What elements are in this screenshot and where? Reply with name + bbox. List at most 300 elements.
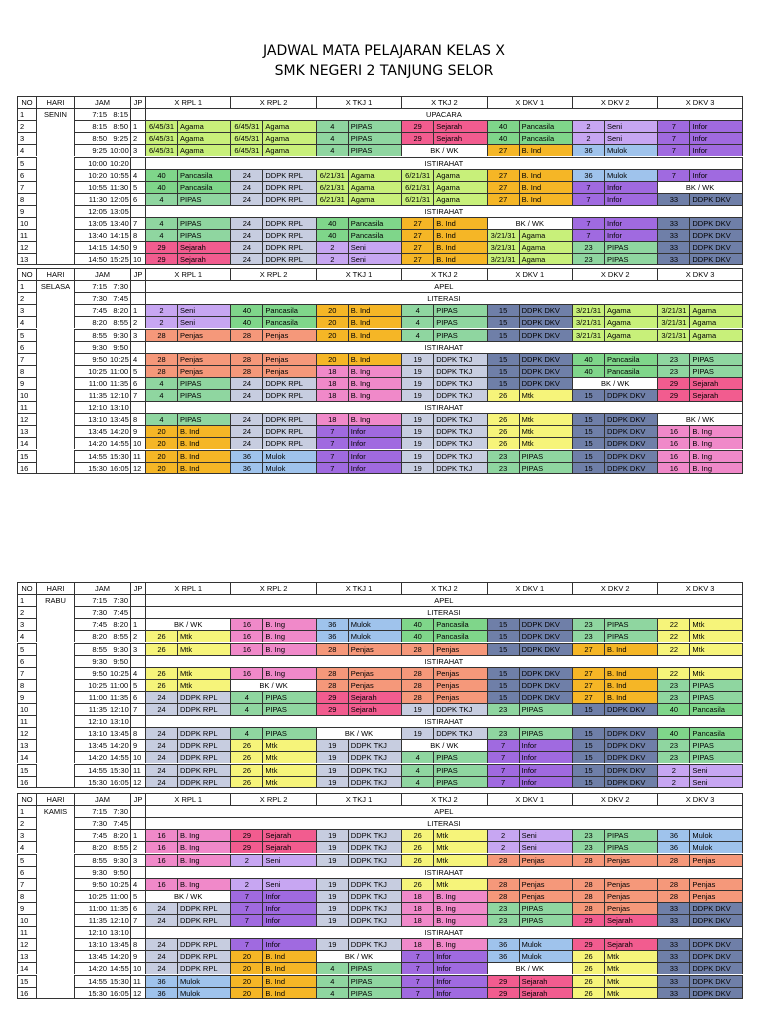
subject-cell: DDPK TKJ: [433, 462, 486, 474]
jp-cell: 4: [130, 667, 145, 679]
table-row: [17, 217, 743, 229]
day-cell: [36, 926, 74, 938]
subject-cell: Penjas: [262, 353, 315, 365]
start-time: 7:30: [74, 292, 109, 304]
subject-cell: PIPAS: [177, 229, 230, 241]
start-time: 9:50: [74, 667, 109, 679]
day-cell: [36, 425, 74, 437]
teacher-code: 4: [230, 691, 262, 703]
subject-cell: Penjas: [433, 679, 486, 691]
teacher-code: 20: [230, 950, 262, 962]
jp-cell: [130, 715, 145, 727]
subject-cell: DDPK RPL: [177, 938, 230, 950]
teacher-code: 23: [487, 703, 519, 715]
teacher-code: 28: [145, 329, 177, 341]
row-number: 11: [17, 401, 36, 413]
teacher-code: 19: [316, 764, 348, 776]
teacher-code: 16: [230, 618, 262, 630]
teacher-code: 40: [487, 132, 519, 144]
subject-cell: DDPK RPL: [177, 727, 230, 739]
subject-cell: Pancasila: [262, 304, 315, 316]
row-number: 1: [17, 805, 36, 817]
header-cell: X DKV 2: [572, 793, 657, 805]
header-cell: X DKV 2: [572, 268, 657, 280]
teacher-code: 36: [487, 950, 519, 962]
table-row: [17, 703, 743, 715]
teacher-code: 28: [572, 878, 604, 890]
teacher-code: 4: [316, 962, 348, 974]
row-number: 13: [17, 425, 36, 437]
subject-cell: DDPK DKV: [604, 776, 657, 788]
teacher-code: 20: [230, 987, 262, 999]
table-row: [17, 902, 743, 914]
subject-cell: Mtk: [689, 667, 742, 679]
start-time: 9:30: [74, 655, 109, 667]
subject-cell: Agama: [177, 132, 230, 144]
start-time: 9:25: [74, 144, 109, 156]
subject-cell: DDPK DKV: [689, 217, 742, 229]
jp-cell: 10: [130, 751, 145, 763]
header-cell: X TKJ 2: [401, 793, 486, 805]
subject-cell: Mtk: [519, 425, 572, 437]
subject-cell: Mtk: [604, 987, 657, 999]
jp-cell: [130, 655, 145, 667]
subject-cell: Mulok: [519, 950, 572, 962]
row-number: 10: [17, 217, 36, 229]
teacher-code: 28: [401, 667, 433, 679]
subject-cell: DDPK TKJ: [348, 890, 401, 902]
subject-cell: Pancasila: [262, 316, 315, 328]
subject-cell: DDPK TKJ: [348, 938, 401, 950]
subject-cell: DDPK DKV: [519, 329, 572, 341]
end-time: 16:05: [110, 777, 129, 787]
table-row: [17, 329, 743, 341]
row-number: 9: [17, 902, 36, 914]
teacher-code: 6/45/31: [230, 144, 262, 156]
day-cell: [36, 643, 74, 655]
subject-cell: Sejarah: [433, 120, 486, 132]
teacher-code: 40: [145, 181, 177, 193]
teacher-code: 40: [657, 703, 689, 715]
row-number: 16: [17, 776, 36, 788]
header-cell: X DKV 1: [487, 793, 572, 805]
teacher-code: 33: [657, 962, 689, 974]
header-cell: X TKJ 1: [316, 793, 401, 805]
end-time: 9:30: [109, 643, 130, 655]
subject-cell: DDPK DKV: [604, 703, 657, 715]
start-time: 15:30: [74, 776, 109, 788]
day-cell: [36, 776, 74, 788]
row-number: 2: [17, 606, 36, 618]
header-cell: X RPL 1: [145, 793, 230, 805]
teacher-code: 28: [657, 890, 689, 902]
teacher-code: 40: [657, 727, 689, 739]
jp-cell: [130, 292, 145, 304]
subject-cell: Mulok: [689, 829, 742, 841]
day-cell: [36, 962, 74, 974]
table-row: [17, 193, 743, 205]
end-time: 9:50: [109, 866, 130, 878]
row-number: 9: [17, 691, 36, 703]
teacher-code: 20: [316, 329, 348, 341]
teacher-code: 36: [657, 841, 689, 853]
day-cell: [36, 691, 74, 703]
subject-cell: Agama: [177, 144, 230, 156]
subject-cell: Penjas: [348, 667, 401, 679]
subject-cell: DDPK DKV: [689, 987, 742, 999]
teacher-code: 26: [145, 630, 177, 642]
teacher-code: 23: [572, 241, 604, 253]
teacher-code: 4: [401, 776, 433, 788]
row-number: 2: [17, 292, 36, 304]
subject-cell: DDPK TKJ: [348, 902, 401, 914]
subject-cell: Agama: [519, 229, 572, 241]
teacher-code: 28: [401, 691, 433, 703]
teacher-code: 20: [145, 425, 177, 437]
row-number: 9: [17, 205, 36, 217]
subject-cell: DDPK DKV: [519, 691, 572, 703]
subject-cell: Infor: [519, 776, 572, 788]
teacher-code: 26: [145, 667, 177, 679]
jp-cell: 10: [130, 962, 145, 974]
special-period: APEL: [145, 280, 743, 292]
end-time: 9:30: [109, 854, 130, 866]
subject-cell: B. Ind: [262, 962, 315, 974]
teacher-code: 18: [401, 914, 433, 926]
subject-cell: DDPK TKJ: [348, 854, 401, 866]
end-time: 13:10: [110, 717, 129, 727]
subject-cell: B. Ind: [519, 181, 572, 193]
teacher-code: 22: [657, 630, 689, 642]
subject-cell: Mulok: [604, 169, 657, 181]
start-time: 15:30: [74, 987, 109, 999]
subject-cell: DDPK RPL: [177, 751, 230, 763]
subject-cell: PIPAS: [177, 217, 230, 229]
day-cell: [36, 817, 74, 829]
jp-cell: 4: [130, 353, 145, 365]
teacher-code: 19: [316, 829, 348, 841]
teacher-code: 15: [572, 413, 604, 425]
teacher-code: 7: [572, 193, 604, 205]
row-number: 13: [17, 739, 36, 751]
teacher-code: 24: [145, 727, 177, 739]
end-time: 14:55: [110, 964, 129, 974]
day-cell: [36, 304, 74, 316]
subject-cell: B. Ind: [348, 316, 401, 328]
teacher-code: 24: [145, 776, 177, 788]
teacher-code: 36: [657, 829, 689, 841]
day-cell: [36, 866, 74, 878]
subject-cell: Sejarah: [604, 938, 657, 950]
teacher-code: 16: [657, 437, 689, 449]
subject-cell: Penjas: [433, 691, 486, 703]
subject-cell: PIPAS: [604, 253, 657, 265]
end-time: 13:45: [110, 729, 129, 739]
subject-cell: PIPAS: [519, 703, 572, 715]
teacher-code: 28: [401, 643, 433, 655]
subject-cell: Mtk: [604, 962, 657, 974]
table-row: [17, 962, 743, 974]
subject-cell: Infor: [519, 751, 572, 763]
teacher-code: 19: [401, 353, 433, 365]
jp-cell: 6: [130, 902, 145, 914]
table-row: [17, 132, 743, 144]
header-cell: NO: [17, 268, 36, 280]
teacher-code: 20: [145, 462, 177, 474]
teacher-code: 26: [401, 829, 433, 841]
teacher-code: 15: [572, 764, 604, 776]
day-cell: [36, 829, 74, 841]
end-time: 15:30: [110, 765, 129, 775]
teacher-code: 19: [401, 377, 433, 389]
subject-cell: B. Ing: [689, 450, 742, 462]
teacher-code: 4: [145, 229, 177, 241]
teacher-code: 22: [657, 618, 689, 630]
table-row: [17, 606, 743, 618]
row-number: 3: [17, 618, 36, 630]
jp-cell: 7: [130, 389, 145, 401]
teacher-code: 23: [572, 829, 604, 841]
subject-cell: Mulok: [604, 144, 657, 156]
end-time: 16:05: [110, 988, 129, 998]
teacher-code: 29: [230, 841, 262, 853]
row-number: 2: [17, 120, 36, 132]
subject-cell: Mtk: [604, 975, 657, 987]
teacher-code: 26: [572, 987, 604, 999]
start-time: 8:15: [74, 120, 109, 132]
teacher-code: 16: [145, 878, 177, 890]
start-time: 10:55: [74, 181, 109, 193]
teacher-code: 7: [487, 751, 519, 763]
subject-cell: DDPK DKV: [519, 643, 572, 655]
teacher-code: 16: [145, 841, 177, 853]
subject-cell: DDPK DKV: [689, 950, 742, 962]
subject-cell: DDPK TKJ: [433, 413, 486, 425]
row-number: 15: [17, 975, 36, 987]
special-period: ISTIRAHAT: [145, 926, 743, 938]
teacher-code: 16: [657, 425, 689, 437]
start-time: 8:55: [74, 854, 109, 866]
table-row: [17, 181, 743, 193]
jp-cell: 5: [130, 679, 145, 691]
jp-cell: 4: [130, 169, 145, 181]
subject-cell: Penjas: [433, 643, 486, 655]
header-cell: X RPL 1: [145, 582, 230, 594]
subject-cell: Sejarah: [689, 377, 742, 389]
jp-cell: 2: [130, 630, 145, 642]
subject-cell: PIPAS: [689, 691, 742, 703]
jp-cell: 9: [130, 950, 145, 962]
teacher-code: 15: [487, 353, 519, 365]
subject-cell: DDPK DKV: [689, 241, 742, 253]
subject-cell: PIPAS: [348, 987, 401, 999]
table-row: [17, 975, 743, 987]
subject-cell: Sejarah: [348, 691, 401, 703]
subject-cell: PIPAS: [433, 304, 486, 316]
start-time: 10:00: [74, 157, 109, 169]
teacher-code: 29: [145, 241, 177, 253]
jp-cell: 2: [130, 132, 145, 144]
table-row: [17, 108, 743, 120]
table-row: [17, 437, 743, 449]
subject-cell: Mtk: [604, 950, 657, 962]
day-label: SELASA: [36, 280, 74, 292]
subject-cell: DDPK TKJ: [348, 914, 401, 926]
subject-cell: Penjas: [689, 854, 742, 866]
subject-cell: B. Ing: [689, 425, 742, 437]
table-row: [17, 450, 743, 462]
teacher-code: 18: [316, 377, 348, 389]
subject-cell: Infor: [689, 132, 742, 144]
jp-cell: [130, 280, 145, 292]
teacher-code: 16: [230, 630, 262, 642]
teacher-code: 4: [401, 751, 433, 763]
row-number: 12: [17, 241, 36, 253]
teacher-code: 19: [316, 841, 348, 853]
header-cell: NO: [17, 793, 36, 805]
table-row: [17, 776, 743, 788]
subject-cell: DDPK RPL: [177, 902, 230, 914]
table-row: [17, 727, 743, 739]
table-row: [17, 594, 743, 606]
subject-cell: PIPAS: [177, 413, 230, 425]
teacher-code: 15: [572, 462, 604, 474]
subject-cell: Pancasila: [433, 630, 486, 642]
subject-cell: DDPK RPL: [262, 389, 315, 401]
row-number: 4: [17, 841, 36, 853]
jp-cell: 10: [130, 253, 145, 265]
subject-cell: Infor: [262, 902, 315, 914]
subject-cell: Mtk: [262, 751, 315, 763]
table-row: [17, 630, 743, 642]
teacher-code: 2: [572, 120, 604, 132]
subject-cell: Penjas: [604, 902, 657, 914]
subject-cell: DDPK TKJ: [433, 389, 486, 401]
start-time: 10:25: [74, 679, 109, 691]
start-time: 14:20: [74, 751, 109, 763]
row-number: 14: [17, 751, 36, 763]
subject-cell: PIPAS: [348, 975, 401, 987]
teacher-code: 36: [145, 975, 177, 987]
header-row: [17, 793, 743, 805]
table-row: [17, 169, 743, 181]
subject-cell: PIPAS: [689, 739, 742, 751]
jp-cell: 1: [130, 120, 145, 132]
special-period: ISTIRAHAT: [145, 205, 743, 217]
header-cell: X RPL 2: [230, 793, 315, 805]
subject-cell: Agama: [604, 329, 657, 341]
subject-cell: B. Ind: [519, 169, 572, 181]
subject-cell: DDPK DKV: [604, 727, 657, 739]
teacher-code: 16: [145, 854, 177, 866]
subject-cell: DDPK DKV: [689, 962, 742, 974]
header-cell: X RPL 1: [145, 96, 230, 108]
header-cell: X DKV 1: [487, 96, 572, 108]
teacher-code: 19: [316, 938, 348, 950]
subject-cell: B. Ing: [433, 938, 486, 950]
day-cell: [36, 715, 74, 727]
table-row: [17, 950, 743, 962]
header-cell: X RPL 1: [145, 268, 230, 280]
jp-cell: 12: [130, 776, 145, 788]
table-row: [17, 241, 743, 253]
teacher-code: 24: [145, 962, 177, 974]
teacher-code: 19: [316, 878, 348, 890]
jp-cell: 12: [130, 462, 145, 474]
teacher-code: 15: [487, 329, 519, 341]
jp-cell: 7: [130, 217, 145, 229]
start-time: 7:45: [74, 304, 109, 316]
jp-cell: [130, 594, 145, 606]
start-time: 7:30: [74, 606, 109, 618]
table-row: [17, 253, 743, 265]
teacher-code: 7: [401, 962, 433, 974]
end-time: 9:50: [109, 655, 130, 667]
teacher-code: 16: [657, 462, 689, 474]
subject-cell: PIPAS: [604, 630, 657, 642]
day-cell: [36, 389, 74, 401]
subject-cell: DDPK RPL: [262, 413, 315, 425]
teacher-code: 28: [316, 643, 348, 655]
end-time: 13:45: [110, 415, 129, 425]
row-number: 10: [17, 389, 36, 401]
end-time: 11:00: [110, 891, 129, 901]
table-row: [17, 425, 743, 437]
table-row: [17, 655, 743, 667]
subject-cell: DDPK TKJ: [433, 437, 486, 449]
teacher-code: 24: [230, 181, 262, 193]
day-cell: [36, 253, 74, 265]
subject-cell: Mulok: [689, 841, 742, 853]
subject-cell: Infor: [348, 425, 401, 437]
subject-cell: Penjas: [177, 365, 230, 377]
end-time: 16:05: [110, 463, 129, 473]
teacher-code: 7: [487, 776, 519, 788]
subject-cell: Penjas: [177, 353, 230, 365]
teacher-code: 16: [145, 829, 177, 841]
subject-cell: Infor: [604, 181, 657, 193]
day-cell: [36, 841, 74, 853]
jp-cell: 5: [130, 181, 145, 193]
teacher-code: 26: [230, 764, 262, 776]
day-cell: [36, 764, 74, 776]
subject-cell: DDPK RPL: [262, 253, 315, 265]
teacher-code: 18: [401, 890, 433, 902]
subject-cell: B. Ind: [177, 437, 230, 449]
subject-cell: Mulok: [348, 618, 401, 630]
subject-cell: PIPAS: [177, 389, 230, 401]
header-cell: X TKJ 2: [401, 582, 486, 594]
subject-cell: B. Ing: [177, 878, 230, 890]
header-cell: X TKJ 2: [401, 96, 486, 108]
teacher-code: 33: [657, 241, 689, 253]
jp-cell: 3: [130, 643, 145, 655]
subject-cell: Seni: [348, 241, 401, 253]
subject-cell: DDPK RPL: [262, 377, 315, 389]
row-number: 1: [17, 594, 36, 606]
table-row: [17, 377, 743, 389]
day-cell: [36, 450, 74, 462]
bk-wk-cell: BK / WK: [401, 739, 486, 751]
table-row: [17, 764, 743, 776]
jp-cell: [130, 108, 145, 120]
teacher-code: 2: [657, 764, 689, 776]
end-time: 9:30: [109, 329, 130, 341]
subject-cell: DDPK TKJ: [348, 776, 401, 788]
teacher-code: 15: [487, 679, 519, 691]
teacher-code: 20: [316, 353, 348, 365]
subject-cell: DDPK DKV: [519, 365, 572, 377]
